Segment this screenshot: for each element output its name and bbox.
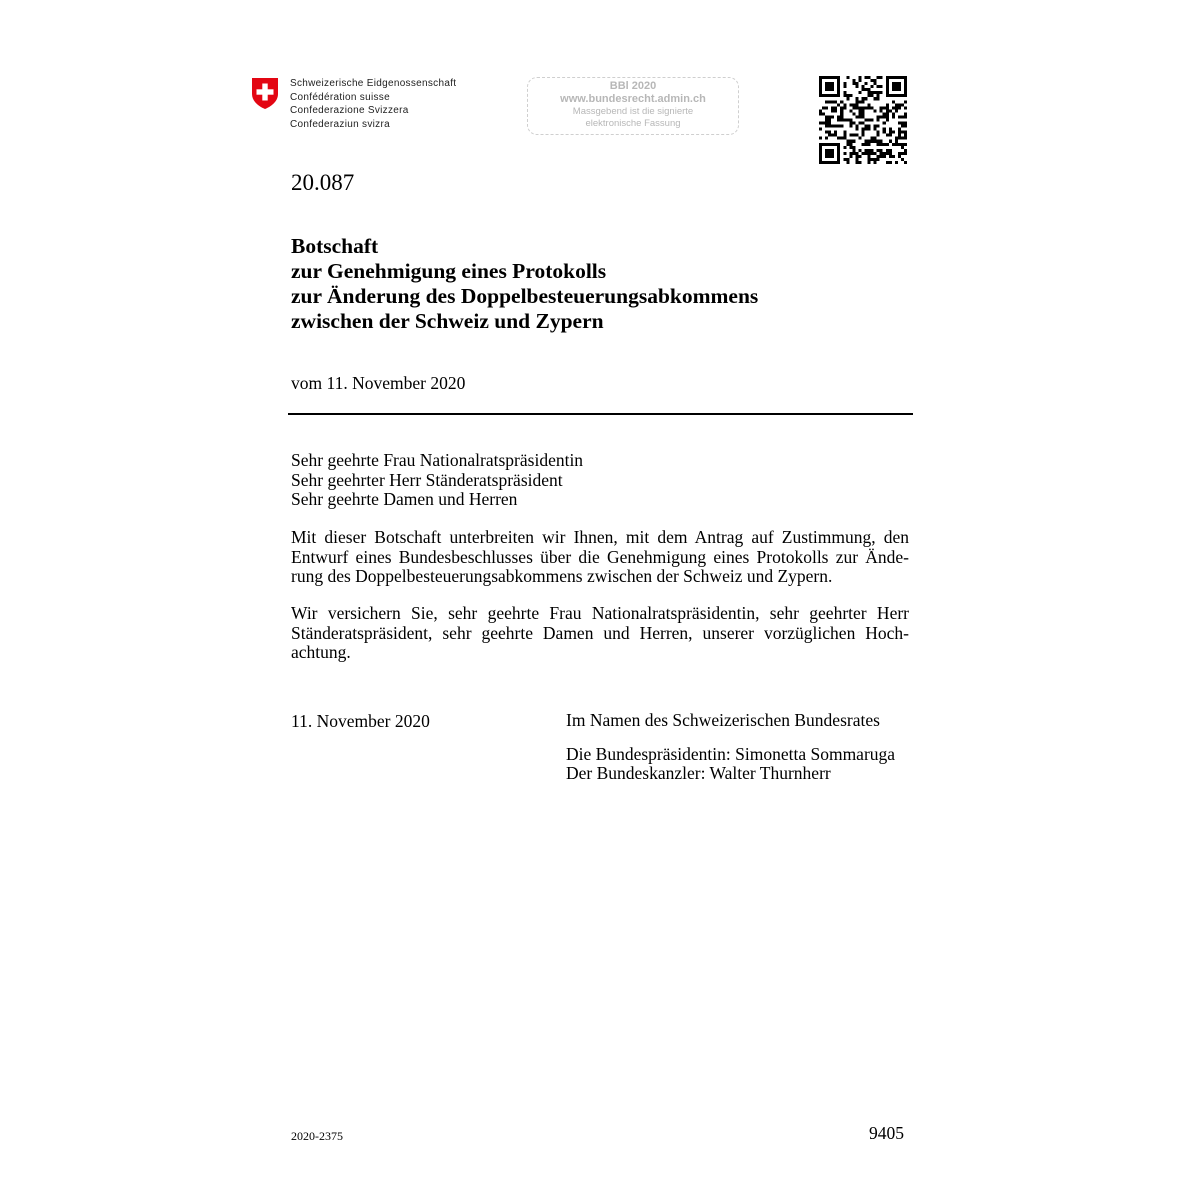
confederation-names bbox=[290, 77, 456, 131]
on-behalf-line: Im Namen des Schweizerischen Bundesrates bbox=[566, 710, 880, 730]
chancellor-line: Der Bundeskanzler: Walter Thurnherr bbox=[566, 763, 831, 783]
stamp-reference: BBl 2020 bbox=[609, 80, 657, 92]
page-number: 9405 bbox=[869, 1123, 904, 1143]
document-title bbox=[291, 234, 758, 334]
title-line: zwischen der Schweiz und Zypern bbox=[291, 309, 604, 333]
footer-reference: 2020-2375 bbox=[291, 1129, 343, 1143]
salutation-line: Sehr geehrte Frau Nationalratspräsidentin bbox=[291, 450, 584, 470]
confederation-name-it: Confederazione Svizzera bbox=[290, 105, 409, 116]
salutation-line: Sehr geehrter Herr Ständeratspräsident bbox=[291, 469, 563, 490]
swiss-cross-shield-icon bbox=[251, 77, 279, 110]
stamp-note-2: elektronische Fassung bbox=[585, 117, 681, 129]
official-version-stamp bbox=[527, 77, 739, 135]
signature-date: 11. November 2020 bbox=[291, 711, 430, 731]
title-line: zur Änderung des Doppelbesteuerungsabkommens bbox=[291, 284, 759, 308]
document-date: vom 11. November 2020 bbox=[291, 373, 466, 393]
qr-code-icon bbox=[819, 76, 907, 164]
stamp-note-1: Massgebend ist die signierte bbox=[572, 106, 694, 117]
stamp-url[interactable]: www.bundesrecht.admin.ch bbox=[560, 93, 706, 105]
signature-block bbox=[566, 711, 926, 784]
confederation-name-de: Schweizerische Eidgenossenschaft bbox=[290, 78, 457, 89]
president-line: Die Bundespräsidentin: Simonetta Sommaruga bbox=[566, 743, 896, 764]
confederation-logo bbox=[251, 77, 461, 132]
salutations bbox=[291, 451, 909, 510]
title-line: Botschaft bbox=[291, 234, 379, 258]
divider bbox=[288, 413, 913, 415]
spacer bbox=[566, 731, 926, 745]
confederation-name-fr: Confédération suisse bbox=[290, 91, 390, 103]
confederation-name-rm: Confederaziun svizra bbox=[290, 118, 390, 130]
body-paragraph-1: Mit dieser Botschaft unterbreiten wir Ihnen, mit dem Antrag auf Zustimmung, den Entwurf eines Bundesbeschlusses über die Genehmigung eines Protokolls zur Änderung des Doppelbesteuerungsabkommens zwischen der Schweiz und Zypern. bbox=[291, 527, 909, 586]
salutation-line: Sehr geehrte Damen und Herren bbox=[291, 489, 518, 509]
body-paragraph-2: Wir versichern Sie, sehr geehrte Frau Nationalratspräsidentin, sehr geehrter Herr Ständeratspräsident, sehr geehrte Damen und Herren, unserer vorzüglichen Hochachtung. bbox=[291, 603, 909, 662]
title-line: zur Genehmigung eines Protokolls bbox=[291, 259, 607, 283]
document-number: 20.087 bbox=[291, 170, 355, 195]
